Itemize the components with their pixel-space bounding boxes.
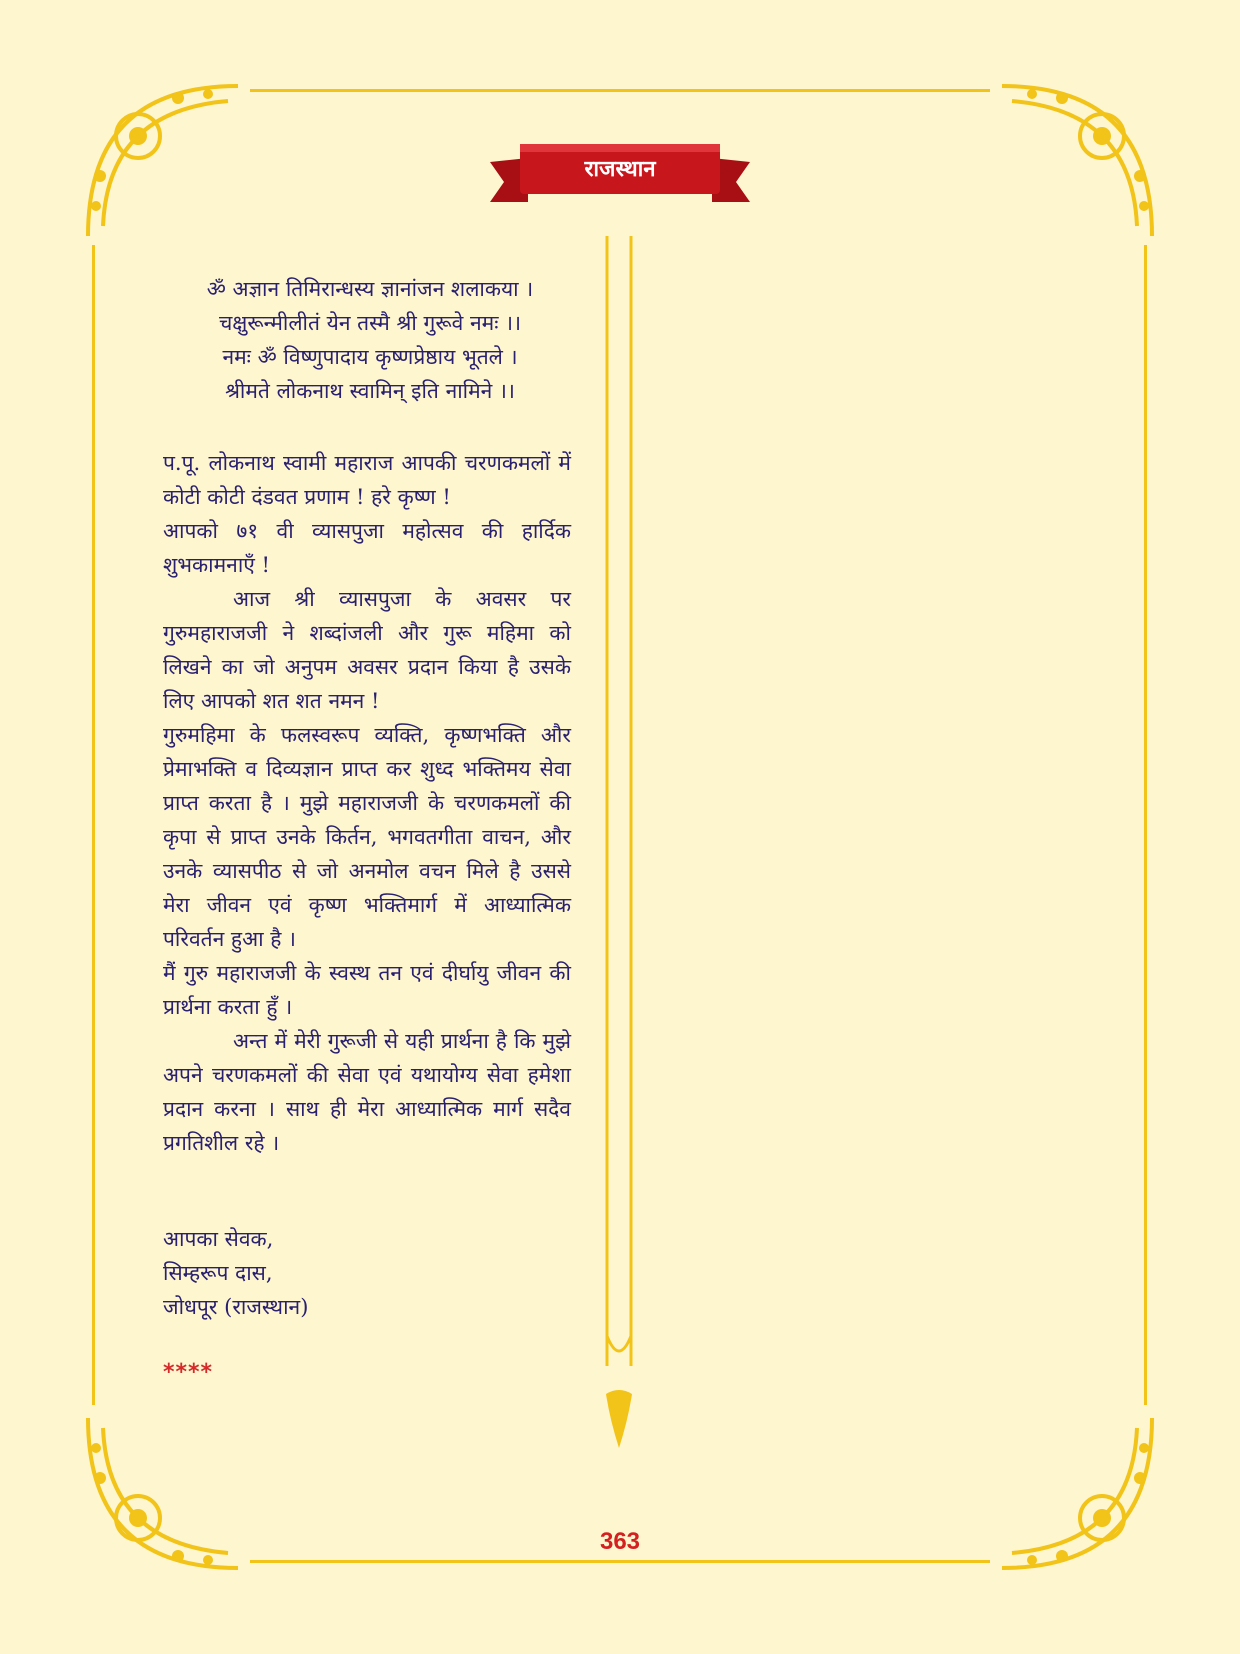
verse-line: नमः ॐ विष्णुपादाय कृष्णप्रेष्ठाय भूतले । <box>222 345 518 369</box>
corner-ornament-bottom-right <box>982 1398 1162 1578</box>
verse-line: चक्षुरून्मीलीतं येन तस्मै श्री गुरूवे नमः ।। <box>218 311 522 335</box>
banner-title: राजस्थान <box>584 157 656 182</box>
corner-ornament-top-right <box>982 76 1162 256</box>
letter-paragraph: प.पू. लोकनाथ स्वामी महाराज आपकी चरणकमलों में कोटी कोटी दंडवत प्रणाम ! हरे कृष्ण ! <box>163 451 571 509</box>
letter-paragraph: आपको ७१ वी व्यासपुजा महोत्सव की हार्दिक शुभकामनाएँ ! <box>163 519 571 577</box>
border-left-line <box>92 245 95 1405</box>
pillar-drop-icon <box>604 1390 634 1450</box>
letter-paragraph: आज श्री व्यासपुजा के अवसर पर गुरुमहाराजजी ने शब्दांजली और गुरू महिमा को लिखने का जो अनुपम अवसर प्रदान किया है उसके लिए आपको शत शत नमन ! <box>163 587 571 713</box>
corner-ornament-bottom-left <box>78 1398 258 1578</box>
page-number: 363 <box>599 1528 641 1555</box>
verse-line: ॐ अज्ञान तिमिरान्धस्य ज्ञानांजन शलाकया । <box>206 277 534 301</box>
signature-place: जोधपूर (राजस्थान) <box>163 1295 309 1319</box>
border-right-line <box>1144 245 1147 1405</box>
sanskrit-verse <box>160 272 580 408</box>
signature-block <box>163 1222 308 1324</box>
signature-name: सिम्हरूप दास, <box>163 1261 273 1285</box>
border-bottom-line <box>250 1560 990 1563</box>
signature-closing: आपका सेवक, <box>163 1227 274 1251</box>
section-separator: **** <box>163 1360 214 1385</box>
letter-paragraph: मैं गुरु महाराजजी के स्वस्थ तन एवं दीर्घायु जीवन की प्रार्थना करता हुँ । <box>163 961 571 1019</box>
column-divider-pillar <box>603 236 635 1376</box>
border-top-line <box>250 89 990 92</box>
corner-ornament-top-left <box>78 76 258 256</box>
letter-paragraph: अन्त में मेरी गुरूजी से यही प्रार्थना है कि मुझे अपने चरणकमलों की सेवा एवं यथायोग्य सेवा हमेशा प्रदान करना । साथ ही मेरा आध्यात्मिक मार्ग सदैव प्रगतिशील रहे । <box>163 1029 571 1155</box>
verse-line: श्रीमते लोकनाथ स्वामिन् इति नामिने ।। <box>225 379 515 403</box>
letter-paragraph: गुरुमहिमा के फलस्वरूप व्यक्ति, कृष्णभक्ति और प्रेमाभक्ति व दिव्यज्ञान प्राप्त कर शुध्द भक्तिमय सेवा प्राप्त करता है । मुझे महाराजजी के चरणकमलों की कृपा से प्राप्त उनके किर्तन, भगवतगीता वाचन, और उनके व्यासपीठ से जो अनमोल वचन मिले है उससे मेरा जीवन एवं कृष्ण भक्तिमार्ग में आध्यात्मिक परिवर्तन हुआ है । <box>163 723 571 951</box>
letter-body <box>163 446 571 1160</box>
